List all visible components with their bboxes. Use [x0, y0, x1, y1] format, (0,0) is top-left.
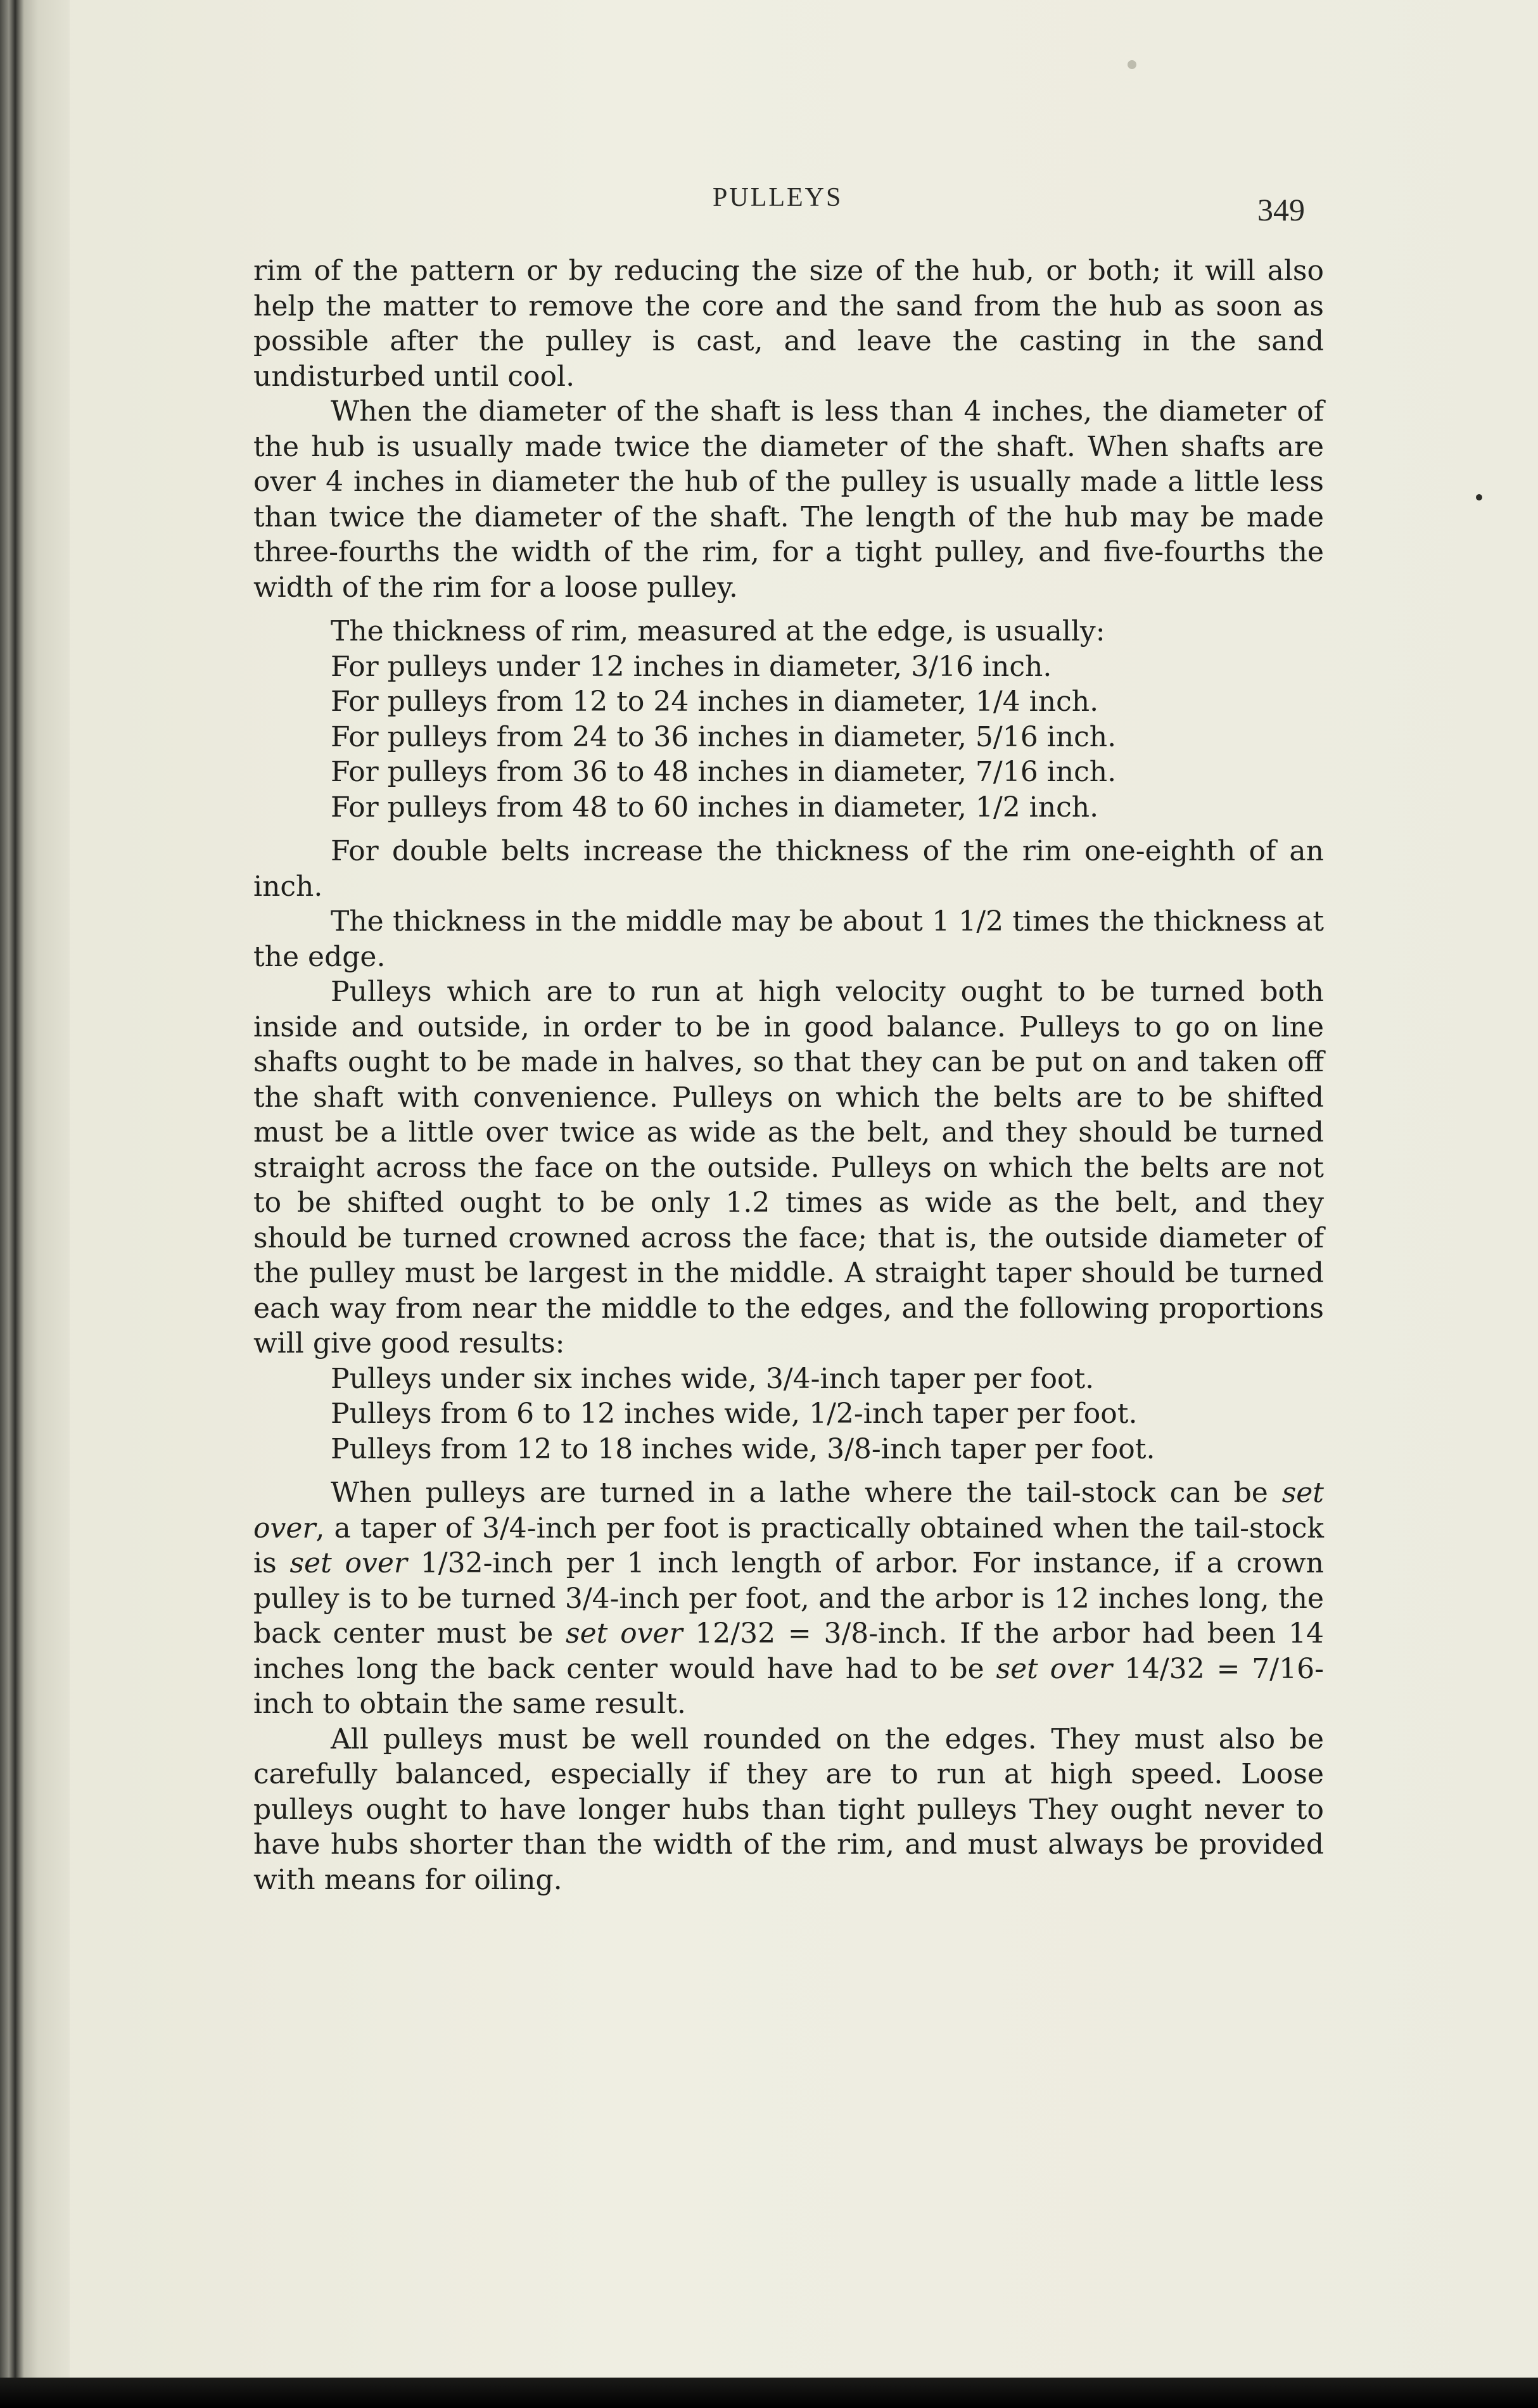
paragraph-rounded-edges: All pulleys must be well rounded on the edges. They must also be carefully balanced, especially if they are to run at high speed. Loose pulleys ought to have longer hubs than tight pulleys They ought never to have hubs shorter than the width of the rim, and must always be provided with means for oiling.: [253, 1723, 1324, 1896]
rim-thickness-table: [253, 649, 1324, 825]
table-row: Pulleys under six inches wide, 3/4-inch taper per foot.: [331, 1362, 1095, 1395]
page-number: 349: [1257, 192, 1305, 227]
paragraph-middle-thickness: The thickness in the middle may be about 1 1/2 times the thickness at the edge.: [253, 905, 1324, 973]
ink-speck: [1476, 494, 1482, 500]
table-row: Pulleys from 6 to 12 inches wide, 1/2-inch taper per foot.: [331, 1398, 1138, 1430]
text-run: , a taper of 3/4-inch per foot is practically obtained when the tail-stock is: [253, 1512, 1324, 1579]
paragraph-lathe-set-over: [253, 1475, 1324, 1722]
paragraph-double-belts: For double belts increase the thickness of the rim one-eighth of an inch.: [253, 835, 1324, 903]
page-body: [253, 253, 1324, 1897]
paper-speck: [1128, 60, 1136, 69]
text-run: When pulleys are turned in a lathe where the tail-stock can be: [331, 1477, 1282, 1509]
table-row: For pulleys under 12 inches in diameter, 3/16 inch.: [331, 650, 1052, 683]
text-run: 14/32 = 7/16-inch to obtain the same result.: [253, 1652, 1324, 1720]
table-row: For pulleys from 48 to 60 inches in diameter, 1/2 inch.: [331, 791, 1099, 824]
paragraph-high-velocity: Pulleys which are to run at high velocity ought to be turned both inside and outside, in order to be in good balance. Pulleys to go on line shafts ought to be made in halves, so that they can be put on and taken off the shaft with convenience. Pulleys on which the belts are to be shifted must be a little over twice as wide as the belt, and they should be turned straight across the face on the outside. Pulleys on which the belts are not to be shifted ought to be only 1.2 times as wide as the belt, and they should be turned crowned across the face; that is, the outside diameter of the pulley must be largest in the middle. A straight taper should be turned each way from near the middle to the edges, and the following proportions will give good results:: [253, 976, 1324, 1360]
running-title: PULLEYS: [713, 183, 843, 212]
book-binding-shadow: [0, 0, 70, 2408]
italic-term: set over: [996, 1652, 1113, 1685]
paragraph-hub-diameter: When the diameter of the shaft is less than 4 inches, the diameter of the hub is usually made twice the diameter of the shaft. When shafts are over 4 inches in diameter the hub of the pulley is usually made a little less than twice the diameter of the shaft. The length of the hub may be made three-fourths the width of the rim, for a tight pulley, and five-fourths the width of the rim for a loose pulley.: [253, 395, 1324, 604]
table-row: For pulleys from 12 to 24 inches in diameter, 1/4 inch.: [331, 685, 1099, 718]
paragraph-rim-intro: The thickness of rim, measured at the edge, is usually:: [331, 615, 1105, 647]
table-row: Pulleys from 12 to 18 inches wide, 3/8-inch taper per foot.: [331, 1432, 1155, 1465]
text-run: 1/32-inch per 1 inch length of arbor. For instance, if a crown pulley is to be turned 3/4-inch per foot, and the arbor is 12 inches long, the back center must be: [253, 1547, 1324, 1650]
italic-term: set over: [253, 1477, 1324, 1545]
taper-table: [253, 1361, 1324, 1467]
scan-bottom-edge: [0, 2378, 1538, 2408]
table-row: For pulleys from 36 to 48 inches in diameter, 7/16 inch.: [331, 756, 1117, 788]
italic-term: set over: [289, 1547, 407, 1579]
italic-term: set over: [566, 1617, 683, 1650]
paragraph-rim-pattern: rim of the pattern or by reducing the size of the hub, or both; it will also help the matter to remove the core and the sand from the hub as soon as possible after the pulley is cast, and leave the casting in the sand undisturbed until cool.: [253, 255, 1324, 393]
text-run: 12/32 = 3/8-inch. If the arbor had been 14 inches long the back center would have had to be: [253, 1617, 1325, 1685]
table-row: For pulleys from 24 to 36 inches in diameter, 5/16 inch.: [331, 720, 1117, 753]
